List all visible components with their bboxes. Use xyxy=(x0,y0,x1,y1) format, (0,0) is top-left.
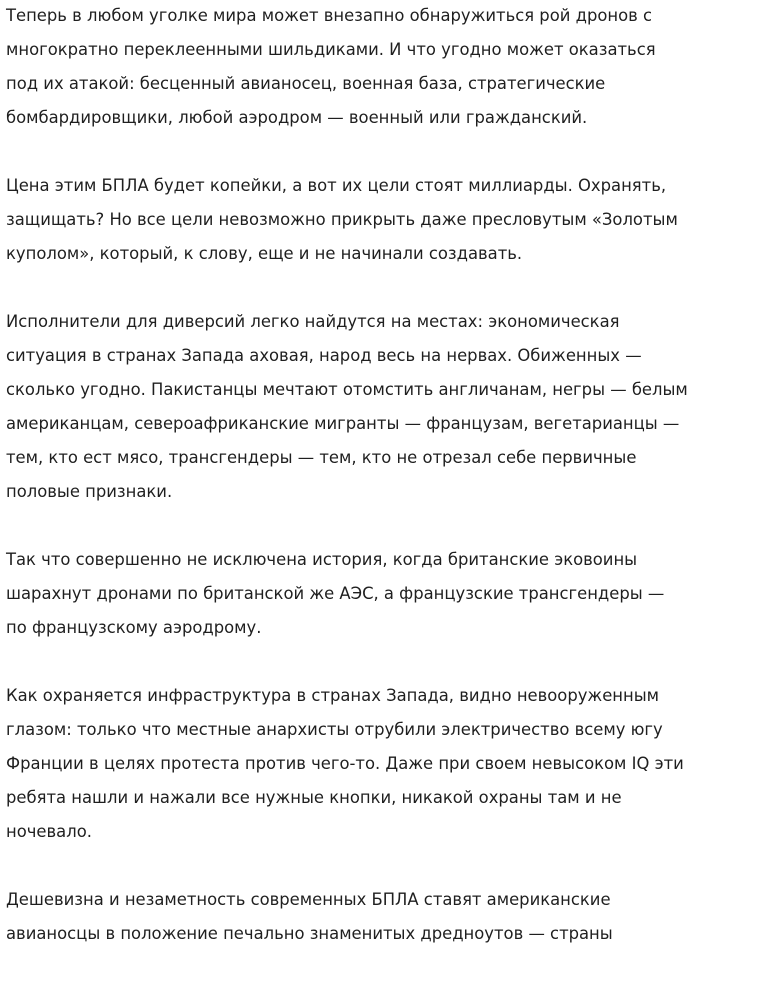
text-line: ситуация в странах Запада аховая, народ весь на нервах. Обиженных — xyxy=(6,346,642,365)
text-line: глазом: только что местные анархисты отрубили электричество всему югу xyxy=(6,720,663,739)
text-line: Дешевизна и незаметность современных БПЛА ставят американские xyxy=(6,890,611,909)
paragraph-5 xyxy=(6,679,784,849)
paragraph-4 xyxy=(6,543,784,645)
text-line: по французскому аэродрому. xyxy=(6,618,262,637)
paragraph-2 xyxy=(6,169,784,271)
text-line: авианосцы в положение печально знаменитых дредноутов — страны xyxy=(6,924,613,943)
paragraph-1 xyxy=(6,0,784,135)
text-line: сколько угодно. Пакистанцы мечтают отомстить англичанам, негры — белым xyxy=(6,380,688,399)
paragraph-6 xyxy=(6,883,784,951)
text-line: бомбардировщики, любой аэродром — военный или гражданский. xyxy=(6,108,588,127)
text-line: Цена этим БПЛА будет копейки, а вот их цели стоят миллиарды. Охранять, xyxy=(6,176,667,195)
text-line: Франции в целях протеста против чего-то. Даже при своем невысоком IQ эти xyxy=(6,754,684,773)
text-line: половые признаки. xyxy=(6,482,173,501)
text-line: под их атакой: бесценный авианосец, военная база, стратегические xyxy=(6,74,606,93)
text-line: шарахнут дронами по британской же АЭС, а французские трансгендеры — xyxy=(6,584,665,603)
text-line: тем, кто ест мясо, трансгендеры — тем, кто не отрезал себе первичные xyxy=(6,448,637,467)
text-line: Как охраняется инфраструктура в странах Запада, видно невооруженным xyxy=(6,686,660,705)
text-line: Теперь в любом уголке мира может внезапно обнаружиться рой дронов с xyxy=(6,6,652,25)
text-line: куполом», который, к слову, еще и не начинали создавать. xyxy=(6,244,523,263)
text-line: американцам, североафриканские мигранты — французам, вегетарианцы — xyxy=(6,414,680,433)
text-line: защищать? Но все цели невозможно прикрыть даже пресловутым «Золотым xyxy=(6,210,678,229)
text-line: многократно переклеенными шильдиками. И что угодно может оказаться xyxy=(6,40,656,59)
text-line: ночевало. xyxy=(6,822,92,841)
paragraph-3 xyxy=(6,305,784,509)
text-line: ребята нашли и нажали все нужные кнопки, никакой охраны там и не xyxy=(6,788,622,807)
text-line: Так что совершенно не исключена история, когда британские эковоины xyxy=(6,550,638,569)
text-line: Исполнители для диверсий легко найдутся на местах: экономическая xyxy=(6,312,620,331)
